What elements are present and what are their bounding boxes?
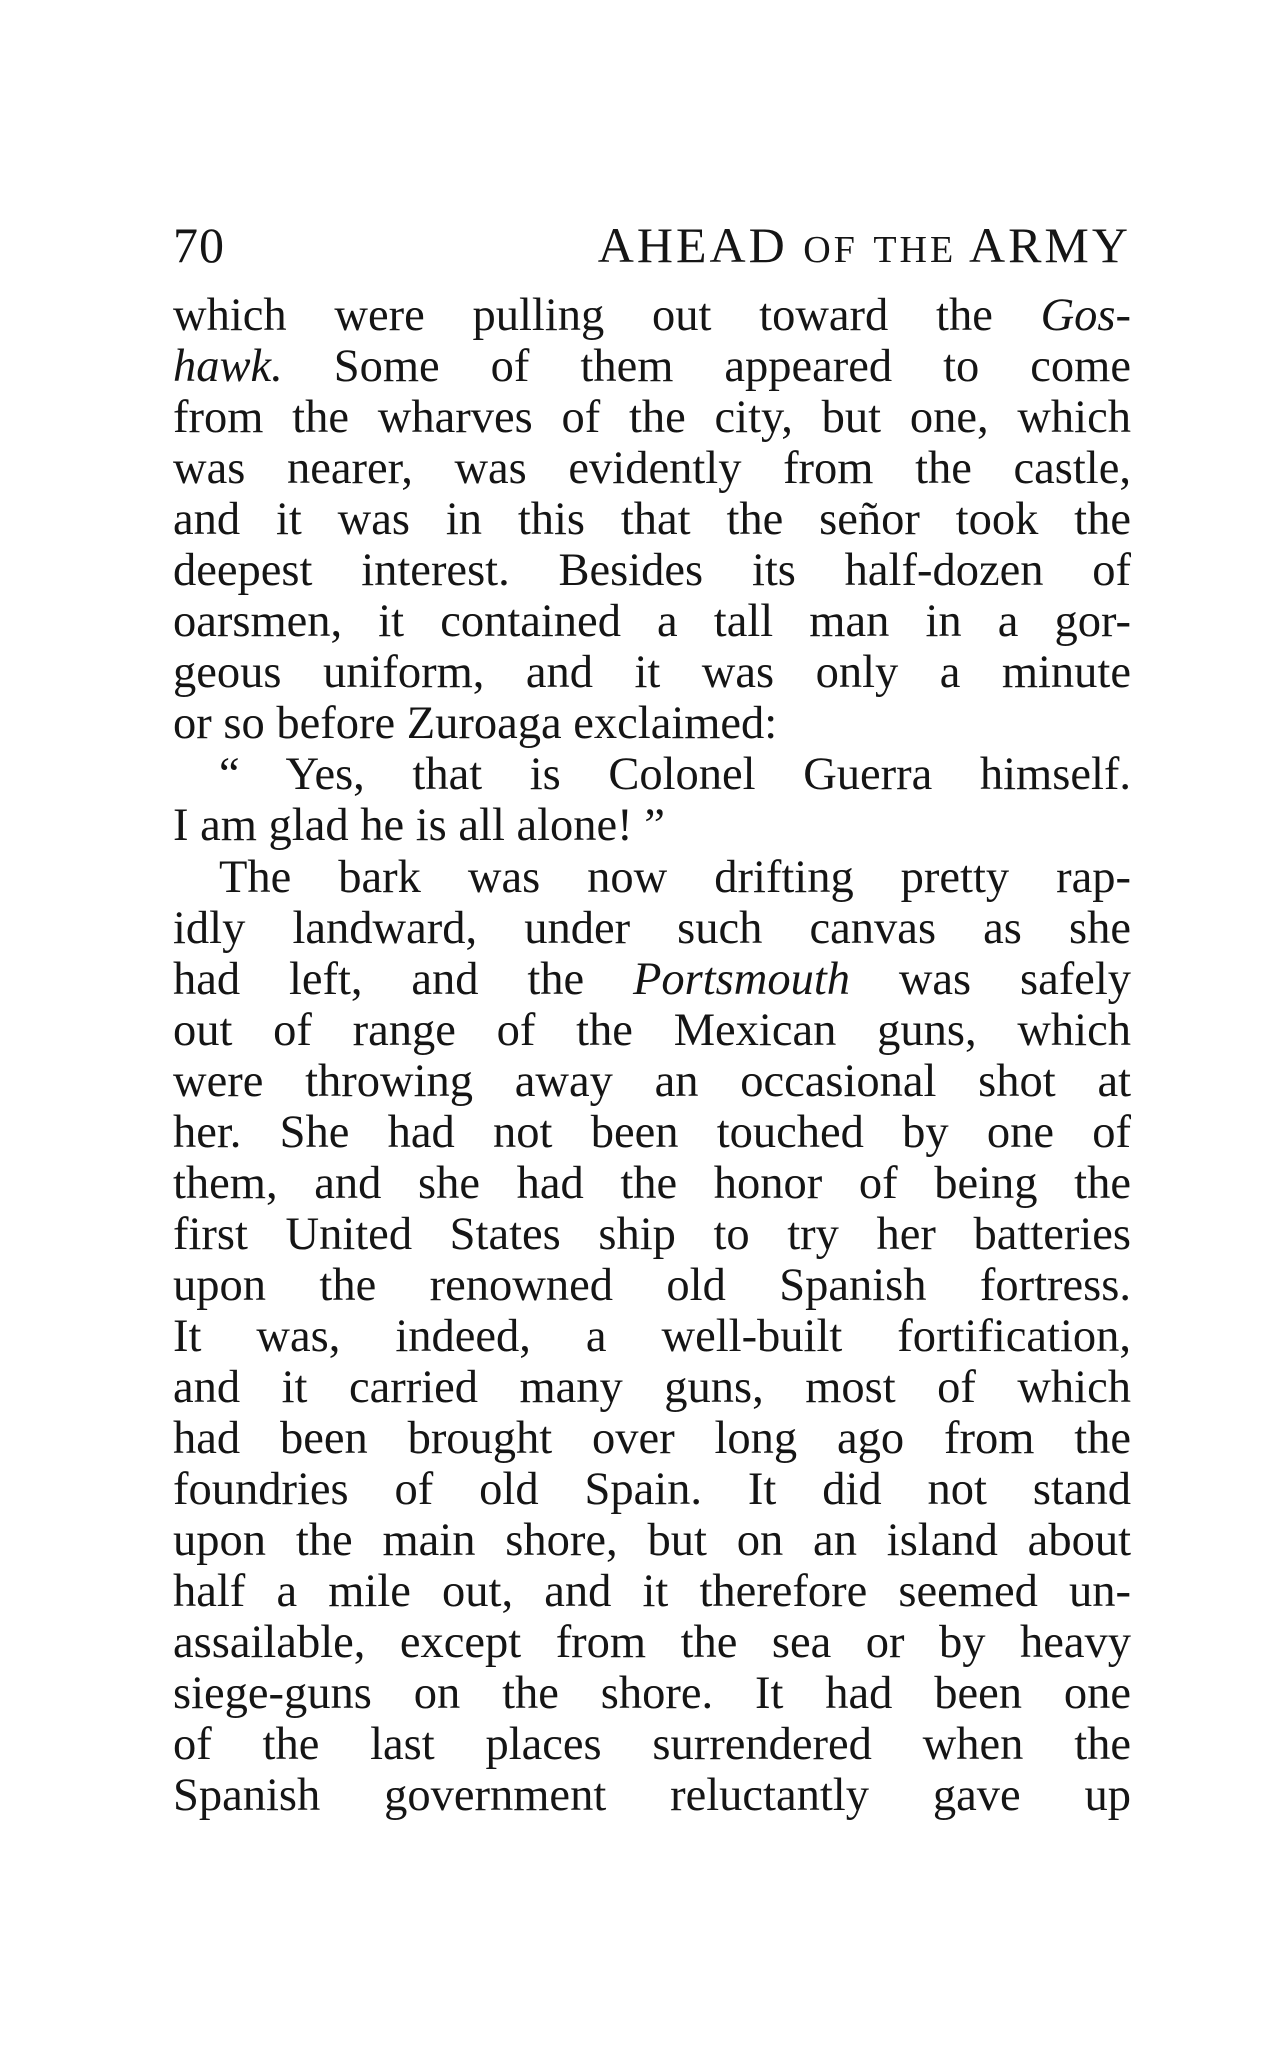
running-title <box>598 212 1131 283</box>
book-page <box>173 212 1131 1821</box>
line-text: upon the renowned old Spanish fortress. <box>173 1259 1131 1311</box>
text-line <box>173 392 1131 443</box>
line-text: and it carried many guns, most of which <box>173 1361 1131 1413</box>
text-line <box>173 341 1131 392</box>
text-line <box>173 647 1131 698</box>
text-line <box>173 1617 1131 1668</box>
line-text: were throwing away an occasional shot at <box>173 1055 1131 1107</box>
page-number: 70 <box>173 217 225 273</box>
text-line <box>173 1719 1131 1770</box>
text-line <box>173 1770 1131 1821</box>
line-italic-text: Portsmouth <box>632 953 850 1005</box>
line-text: first United States ship to try her batteries <box>173 1208 1131 1260</box>
text-line <box>173 1362 1131 1413</box>
running-title-word: AHEAD <box>597 217 788 273</box>
running-title-word: THE <box>873 229 957 271</box>
line-text: and it was in this that the señor took the <box>173 494 1131 546</box>
text-line <box>173 698 1131 749</box>
text-line <box>173 596 1131 647</box>
text-line <box>173 494 1131 545</box>
body-text <box>173 290 1131 1821</box>
line-text: foundries of old Spain. It did not stand <box>173 1464 1131 1516</box>
text-line <box>173 1209 1131 1260</box>
line-text: assailable, except from the sea or by heavy <box>173 1617 1131 1669</box>
text-line <box>173 903 1131 954</box>
line-text: deepest interest. Besides its half-dozen of <box>173 545 1131 597</box>
text-line <box>173 1005 1131 1056</box>
line-text: out of range of the Mexican guns, which <box>173 1004 1131 1056</box>
text-line <box>173 1311 1131 1362</box>
running-head <box>173 212 1131 278</box>
text-line <box>173 1413 1131 1464</box>
line-text: geous uniform, and it was only a minute <box>173 647 1131 699</box>
line-text: It was, indeed, a well-built fortification, <box>173 1310 1131 1362</box>
text-line <box>173 800 1131 851</box>
line-text: which were pulling out toward the <box>173 290 1041 341</box>
running-title-word: ARMY <box>968 217 1131 273</box>
line-italic-text: Gos- <box>1040 290 1131 341</box>
line-text: was safely <box>850 953 1131 1005</box>
text-line <box>173 1464 1131 1515</box>
line-text: “ Yes, that is Colonel Guerra himself. <box>219 749 1131 801</box>
line-text: them, and she had the honor of being the <box>173 1157 1131 1209</box>
line-text: I am glad he is all alone! ” <box>173 800 665 852</box>
line-text: of the last places surrendered when the <box>173 1719 1131 1771</box>
line-text: or so before Zuroaga exclaimed: <box>173 698 778 750</box>
line-text: from the wharves of the city, but one, which <box>173 392 1131 444</box>
line-text: Some of them appeared to come <box>282 341 1131 393</box>
running-title-word: OF <box>803 229 858 271</box>
line-text: was nearer, was evidently from the castle, <box>173 443 1131 495</box>
text-line <box>173 545 1131 596</box>
text-line <box>173 1056 1131 1107</box>
text-line <box>173 1260 1131 1311</box>
text-line <box>173 1158 1131 1209</box>
text-line <box>173 1515 1131 1566</box>
line-text: idly landward, under such canvas as she <box>173 902 1131 954</box>
line-text: her. She had not been touched by one of <box>173 1106 1131 1158</box>
line-text: half a mile out, and it therefore seemed un- <box>173 1566 1131 1618</box>
line-text: upon the main shore, but on an island about <box>173 1515 1131 1567</box>
text-line <box>173 1566 1131 1617</box>
line-text: had been brought over long ago from the <box>173 1413 1131 1465</box>
text-line <box>173 749 1131 800</box>
text-line <box>173 290 1131 341</box>
text-line <box>173 1107 1131 1158</box>
line-italic-text: hawk. <box>173 341 283 393</box>
line-text: The bark was now drifting pretty rap- <box>219 851 1131 903</box>
text-line <box>173 1668 1131 1719</box>
line-text: oarsmen, it contained a tall man in a gor- <box>173 596 1131 648</box>
line-text: had left, and the <box>173 953 633 1005</box>
text-line <box>173 443 1131 494</box>
line-text: Spanish government reluctantly gave up <box>173 1770 1131 1822</box>
line-text: siege-guns on the shore. It had been one <box>173 1668 1131 1720</box>
text-line <box>173 954 1131 1005</box>
text-line <box>173 852 1131 903</box>
